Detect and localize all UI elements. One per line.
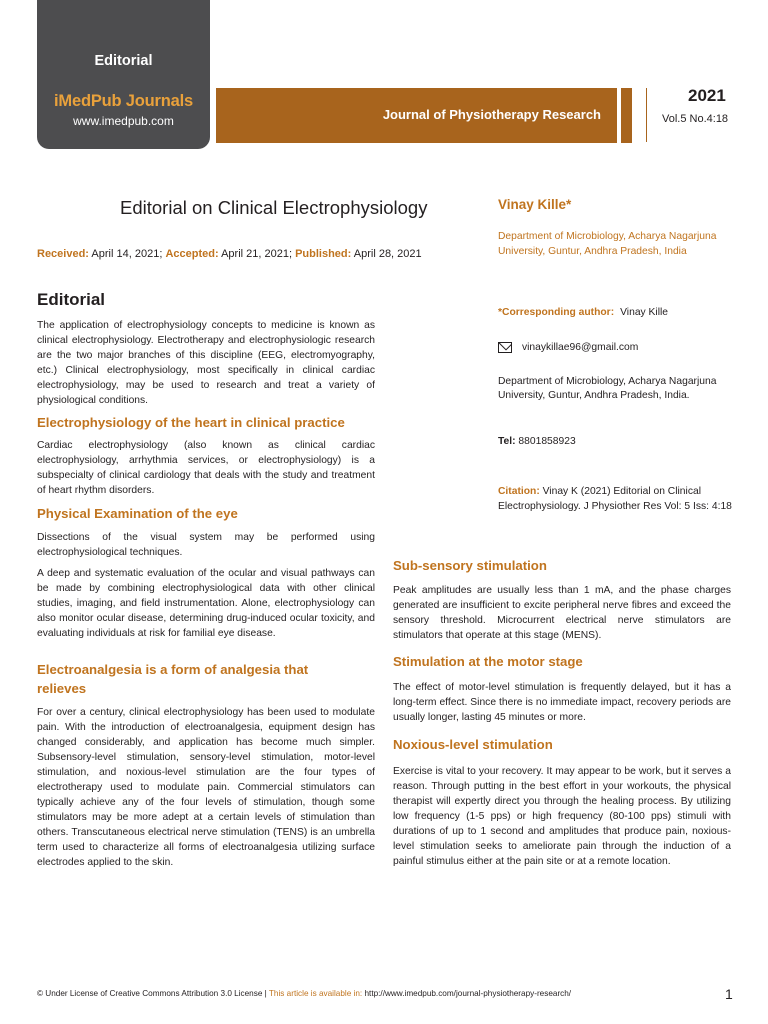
subsensory-paragraph: Peak amplitudes are usually less than 1 mA, and the phase charges generated are insufficient to excite peripheral nerve fibres and exceed the sensory threshold. Microcurrent electrical nerve stimulators are stimulators that operate at this stage (MENS). xyxy=(393,585,731,641)
available-label: This article is available in: xyxy=(268,989,365,998)
corresponding-label: *Corresponding author: xyxy=(498,307,615,318)
article-link[interactable]: http://www.imedpub.com/journal-physiotherapy-research/ xyxy=(364,989,572,998)
editorial-heading: Editorial xyxy=(37,290,106,309)
article-dates xyxy=(37,248,422,260)
accepted-label: Accepted: xyxy=(165,248,219,260)
email-address[interactable]: vinaykillae96@gmail.com xyxy=(522,342,639,353)
journal-title: Journal of Physiotherapy Research xyxy=(382,107,601,122)
eye-paragraph-1: Dissections of the visual system may be performed using electrophysiological techniques. xyxy=(37,532,375,558)
banner-stripe xyxy=(621,88,632,143)
noxious-paragraph: Exercise is vital to your recovery. It may appear to be work, but it serves a reason. Through putting in the best effort in your workouts, the physical therapist will expertly direct you through the healing process. By utilizing low frequency (1-5 pps) or high frequency (80-100 pps) stimuli with durations of up to 1 second and amplitudes that produce pain, noxious-level stimulation seeks to ameliorate pain through the induction of a painful stimulus either at the pain site or at a remote location. xyxy=(393,766,731,867)
publisher-brand: iMedPub Journals xyxy=(54,92,193,110)
published-label: Published: xyxy=(295,248,352,260)
analgesia-heading: Electroanalgesia is a form of analgesia that relieves xyxy=(37,662,309,696)
published-date: April 28, 2021 xyxy=(351,248,422,260)
page-number: 1 xyxy=(725,986,733,1002)
publisher-url[interactable]: www.imedpub.com xyxy=(73,114,174,128)
eye-paragraph-2: A deep and systematic evaluation of the ocular and visual pathways can be made by combining electrophysiological data with other clinical studies, imaging, and field instrumentation. Alone, electrophysiology can also monitor ocular disease, determining drug-induced ocular toxicity, and evaluating individuals at risk for familial eye disease. xyxy=(37,568,375,639)
author-address: Department of Microbiology, Acharya Nagarjuna University, Guntur, Andhra Pradesh, India. xyxy=(498,376,717,401)
heart-heading: Electrophysiology of the heart in clinical practice xyxy=(37,415,345,430)
noxious-heading: Noxious-level stimulation xyxy=(393,737,553,752)
journal-banner xyxy=(216,88,632,143)
motor-paragraph: The effect of motor-level stimulation is frequently delayed, but it has a long-term effect. Since there is no immediate impact, recovery periods are usually longer, lasting 45 minutes or more. xyxy=(393,682,731,723)
email-row xyxy=(498,342,638,353)
heart-paragraph: Cardiac electrophysiology (also known as clinical cardiac electrophysiology, arrhythmia services, or electrophysiology) is a subspecialty of clinical cardiology that deals with the study and treatment of heart rhythm disorders. xyxy=(37,440,375,496)
telephone-label: Tel: xyxy=(498,436,516,447)
corresponding-author xyxy=(498,307,668,318)
subsensory-heading: Sub-sensory stimulation xyxy=(393,558,547,573)
issue-year: 2021 xyxy=(688,86,726,105)
banner-divider xyxy=(646,88,647,142)
telephone-number: 8801858923 xyxy=(515,436,576,447)
received-date: April 14, 2021; xyxy=(88,248,166,260)
issue-volume: Vol.5 No.4:18 xyxy=(662,113,729,125)
publisher-tab xyxy=(37,0,210,149)
eye-heading: Physical Examination of the eye xyxy=(37,506,238,521)
accepted-date: April 21, 2021; xyxy=(218,248,296,260)
footer-license xyxy=(37,989,571,998)
citation-label: Citation: xyxy=(498,486,540,497)
article-title: Editorial on Clinical Electrophysiology xyxy=(120,197,428,218)
corresponding-name: Vinay Kille xyxy=(620,307,669,318)
telephone xyxy=(498,436,576,447)
received-label: Received: xyxy=(37,248,89,260)
section-label: Editorial xyxy=(94,53,153,69)
analgesia-paragraph: For over a century, clinical electrophysiology has been used to modulate pain. With the introduction of electroanalgesia, equipment design has changed considerably, and application has become much simpler. Subsensory-level stimulation, sensory-level stimulation, motor-level stimulation, and noxious-level stimulation are the four types of electrotherapy used to modulate pain. Commercial stimulators can typically achieve any of the four levels of stimulation, though some stimulators may be more adept at a certain levels of stimulation than others. Transcutaneous electrical nerve stimulation (TENS) is an umbrella term used to characterize all forms of electroanalgesia utilizing surface electrodes applied to the skin. xyxy=(37,707,375,868)
citation xyxy=(498,484,738,514)
envelope-icon xyxy=(498,342,512,353)
license-text: © Under License of Creative Commons Attribution 3.0 License | xyxy=(37,989,269,998)
motor-heading: Stimulation at the motor stage xyxy=(393,654,583,669)
author-affiliation: Department of Microbiology, Acharya Nagarjuna University, Guntur, Andhra Pradesh, India xyxy=(498,231,717,257)
editorial-paragraph: The application of electrophysiology concepts to medicine is known as clinical electrophysiology. Electrotherapy and electrophysiologic research are the two major branches of this discipline (EEG, electromyography, etc.) Clinical electrophysiology, most specifically in clinical cardiac electrophysiology, may be used to research and treat a variety of physiological conditions. xyxy=(37,320,375,406)
citation-text: Vinay K (2021) Editorial on Clinical Electrophysiology. J Physiother Res Vol: 5 Iss: 4:18 xyxy=(498,486,732,512)
author-name: Vinay Kille* xyxy=(498,197,572,212)
